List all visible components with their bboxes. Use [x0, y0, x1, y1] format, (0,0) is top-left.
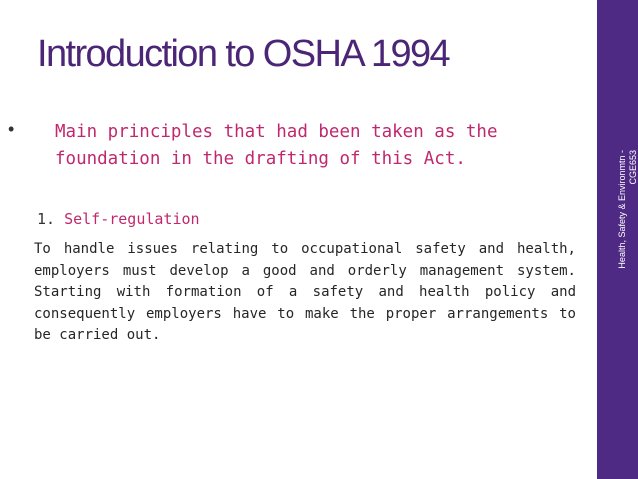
sidebar-label-line1: Health, Safety & Environmtn - — [617, 150, 627, 269]
subheading-text: Self-regulation — [64, 210, 200, 228]
sidebar-label — [617, 150, 638, 290]
sidebar-label-line2: CGE653 — [628, 150, 638, 185]
bullet-text: Main principles that had been taken as the foundation in the drafting of this Act. — [55, 122, 498, 169]
bullet-icon: • — [8, 119, 15, 139]
subheading-number: 1. — [37, 210, 56, 228]
body-paragraph: To handle issues relating to occupational safety and health, employers must develop a good and orderly management system. Starting with formation of a safety and health policy and consequently employers have to make the proper arrangements to be carried out. — [34, 241, 576, 343]
slide-title: Introduction to OSHA 1994 — [37, 33, 450, 75]
subheading — [37, 210, 200, 228]
sidebar-band — [597, 0, 638, 479]
